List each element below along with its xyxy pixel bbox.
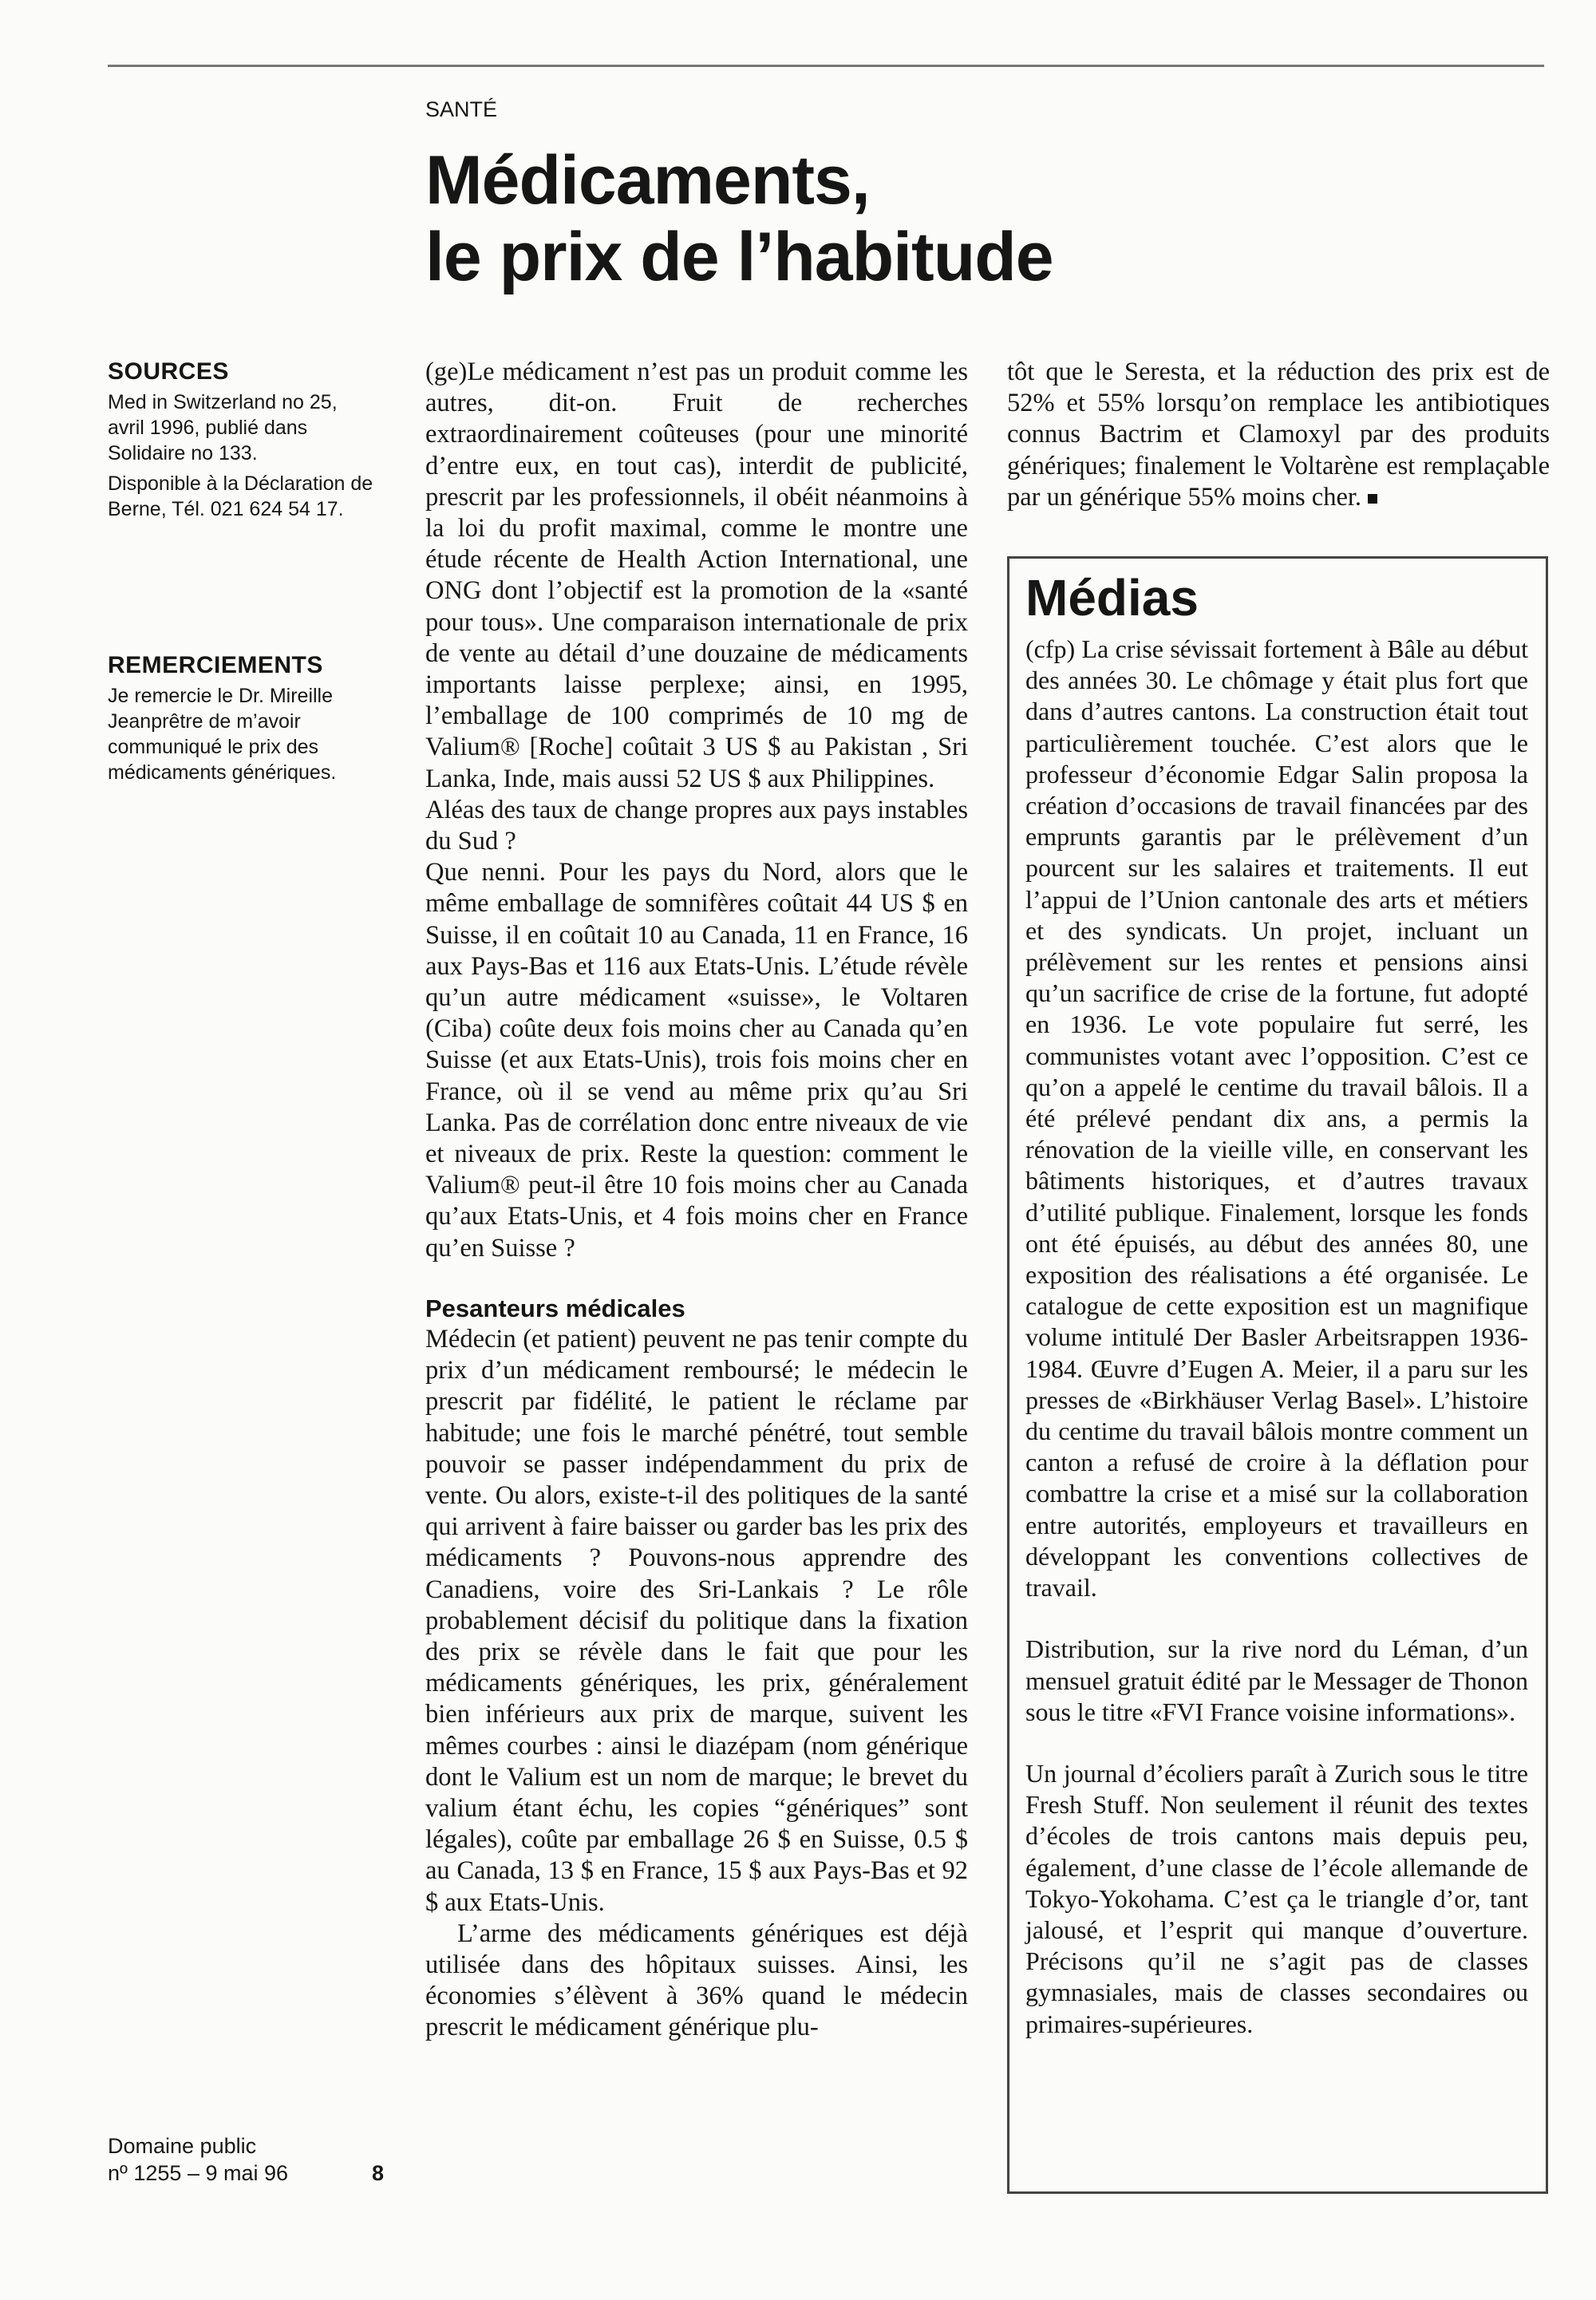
thanks-heading: REMERCIEMENTS [108,652,323,678]
article-paragraph: (ge)Le médicament n’est pas un produit comme les autres, dit-on. Fruit de recherches extraordinairement coûteuses (pour une minorité d’entre eux, en tout cas), interdit de publicité, prescrit par les professionnels, il obéit néanmoins à la loi du profit maximal, comme le montre une étude récente de Health Action International, une ONG dont l’objectif est la promotion de la «santé pour tous». Une comparaison internationale de prix de vente au détail d’une douzaine de médicaments importants laisse perplexe; ainsi, en 1995, l’emballage de 100 comprimés de 10 mg de Valium® [Roche] coûtait 3 US $ au Pakistan , Sri Lanka, Inde, mais aussi 52 US $ aux Philippines. [425,358,968,793]
medias-paragraph: (cfp) La crise sévissait fortement à Bâle au début des années 30. Le chômage y était plus fort que dans d’autres cantons. La construction était tout particulièrement touchée. C’est alors que le professeur d’économie Edgar Salin proposa la création d’occasions de travail financées par des emprunts garantis par le prélèvement d’un pourcent sur les salaires et traitements. Il eut l’appui de l’Union cantonale des arts et métiers et des syndicats. Un projet, incluant un prélèvement sur les rentes et pensions ainsi qu’un sacrifice de crise de la fortune, fut adopté en 1936. Le vote populaire fut serré, les communistes votant avec l’opposition. C’est ce qu’on a appelé le centime du travail bâlois. Il a été prélevé pendant dix ans, a permis la rénovation de la vieille ville, en conservant les bâtiments historiques, et d’autres travaux d’utilité publique. Finalement, lorsque les fonds ont été épuisés, au début des années 80, une exposition des réalisations a été organisée. Le catalogue de cette exposition est un magnifique volume intitulé Der Basler Arbeitsrappen 1936-1984. Œuvre d’Eugen A. Meier, il a paru sur les presses de «Birkhäuser Verlag Basel». L’histoire du centime du travail bâlois montre comment un canton a refusé de croire à la déflation pour combattre la crise et a misé sur la collaboration entre autorités, employeurs et travailleurs en développant les conventions collectives de travail. [1025,634,1528,1602]
publication-name: Domaine public [108,2134,257,2158]
issue-info: nº 1255 – 9 mai 96 [108,2161,289,2185]
article-subheading: Pesanteurs médicales [425,1294,685,1322]
sources-block [108,359,379,527]
medias-paragraph: Distribution, sur la rive nord du Léman, d’un mensuel gratuit édité par le Messager de Thonon sous le titre «FVI France voisine informations». [1025,1634,1528,1726]
thanks-text: Je remercie le Dr. Mireille Jeanprêtre de m’avoir communiqué le prix des médicaments génériques. [108,685,337,784]
article-title [425,142,1053,295]
article-paragraph: Aléas des taux de change propres aux pays instables du Sud ? [425,795,968,856]
title-line-1: Médicaments, [425,142,870,219]
article-paragraph: Médecin (et patient) peuvent ne pas tenir compte du prix d’un médicament remboursé; le médecin le prescrit par fidélité, le patient le réclame par habitude; une fois le marché pénétré, tout semble pouvoir se passer indépendamment du prix de vente. Ou alors, existe-t-il des politiques de la santé qui arrivent à faire baisser ou garder bas les prix des médicaments ? Pouvons-nous apprendre des Canadiens, voire des Sri-Lankais ? Le rôle probablement décisif du politique dans la fixation des prix se révèle dans le fait que pour les médicaments génériques, les prix, généralement bien inférieurs aux prix de marque, suivent les mêmes courbes : ainsi le diazépam (nom générique dont le Valium est un nom de marque; le brevet du valium étant échu, les copies “génériques” sont légales), coûte par emballage 26 $ en Suisse, 0.5 $ au Canada, 13 $ en France, 15 $ aux Pays-Bas et 92 $ aux Etats-Unis. [425,1324,968,1917]
top-rule [108,65,1544,67]
article-paragraph-text: tôt que le Seresta, et la réduction des prix est de 52% et 55% lorsqu’on remplace les antibiotiques connus Bactrim et Clamoxyl par des produits génériques; finalement le Voltarène est remplaçable par un générique 55% moins cher. [1007,358,1550,512]
title-line-2: le prix de l’habitude [425,219,1053,295]
footer [108,2132,288,2187]
article-paragraph-end [1007,357,1550,513]
medias-box [1007,556,1548,2194]
sources-availability: Disponible à la Déclaration de Berne, Tél. 021 624 54 17. [108,472,373,520]
thanks-block [108,653,379,790]
article-column-2 [1007,357,1550,513]
article-paragraph: Que nenni. Pour les pays du Nord, alors que le même emballage de somnifères coûtait 44 US $ en Suisse, il en coûtait 10 au Canada, 11 en France, 16 aux Pays-Bas et 116 aux Etats-Unis. L’étude révèle qu’un autre médicament «suisse», le Voltaren (Ciba) coûte deux fois moins cher au Canada qu’en Suisse (et aux Etats-Unis), trois fois moins cher en France, où il se vend au même prix qu’au Sri Lanka. Pas de corrélation donc entre niveaux de vie et niveaux de prix. Reste la question: comment le Valium® peut-il être 10 fois moins cher au Canada qu’aux Etats-Unis, et 4 fois moins cher en France qu’en Suisse ? [425,858,968,1263]
page-number: 8 [372,2161,385,2185]
medias-body [1025,634,1528,2040]
sources-heading: SOURCES [108,358,229,385]
sources-text: Med in Switzerland no 25, avril 1996, publié dans Solidaire no 133. [108,391,338,464]
article-column-1 [425,357,968,2044]
medias-heading: Médias [1025,569,1199,626]
end-mark-icon [1368,494,1377,504]
section-rubric: SANTÉ [425,97,498,121]
article-paragraph: L’arme des médicaments génériques est déjà utilisée dans des hôpitaux suisses. Ainsi, les économies s’élèvent à 36% quand le médecin prescrit le médicament générique plu- [425,1919,968,2042]
medias-paragraph: Un journal d’écoliers paraît à Zurich sous le titre Fresh Stuff. Non seulement il réunit des textes d’écoles de trois cantons mais depuis peu, également, d’une classe de l’école allemande de Tokyo-Yokohama. C’est ça le triangle d’or, tant jalousé, et l’esprit qui manque d’ouverture. Précisons qu’il ne s’agit pas de classes gymnasiales, mais de classes secondaires ou primaires-supérieures. [1025,1758,1528,2038]
